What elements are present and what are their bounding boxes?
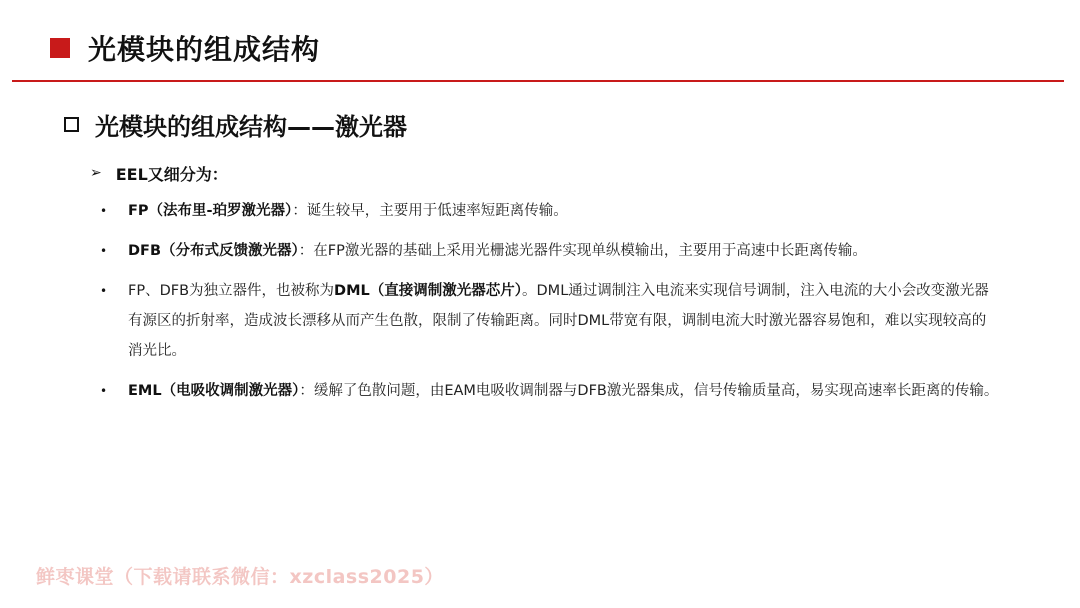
- section-heading: [64, 104, 407, 144]
- list-item: [100, 196, 1000, 226]
- sub-heading: [90, 160, 228, 186]
- bullet-prefix: FP、DFB为独立器件，也被称为: [128, 283, 335, 299]
- bullet-term: EML（电吸收调制激光器）: [128, 383, 300, 399]
- section-heading-text: 光模块的组成结构——激光器: [95, 112, 407, 141]
- bullet-text: [128, 276, 1000, 366]
- bullet-term: DML（直接调制激光器芯片）: [334, 283, 523, 299]
- page-title-bar: [50, 26, 320, 70]
- page-title: 光模块的组成结构: [88, 33, 321, 66]
- bullet-text: [128, 236, 1000, 266]
- sub-heading-text: EEL又细分为：: [115, 164, 228, 184]
- bullet-text: [128, 196, 1000, 226]
- bullet-dot-icon: •: [100, 384, 108, 398]
- bullet-dot-icon: •: [100, 244, 108, 258]
- arrow-right-icon: ➢: [90, 165, 102, 181]
- list-item: [100, 236, 1000, 266]
- filled-square-icon: [50, 38, 70, 58]
- bullet-description: 。DML通过调制注入电流来实现信号调制，注入电流的大小会改变激光器有源区的折射率，造成波长漂移从而产生色散，限制了传输距离。同时DML带宽有限，调制电流大时激光器容易饱和，难以实现较高的消光比。: [128, 283, 989, 359]
- bullet-dot-icon: •: [100, 204, 108, 218]
- bullet-list: [100, 196, 1000, 416]
- bullet-description: ：诞生较早，主要用于低速率短距离传输。: [292, 203, 568, 219]
- watermark-text: 鲜枣课堂（下载请联系微信：xzclass2025）: [36, 566, 444, 588]
- bullet-text: [128, 376, 1000, 406]
- hollow-square-icon: [64, 117, 79, 132]
- list-item: [100, 376, 1000, 406]
- bullet-description: ：在FP激光器的基础上采用光栅滤光器件实现单纵模输出，主要用于高速中长距离传输。: [298, 243, 867, 259]
- title-divider: [12, 80, 1064, 82]
- list-item: [100, 276, 1000, 366]
- bullet-term: DFB（分布式反馈激光器）: [128, 243, 299, 259]
- bullet-dot-icon: •: [100, 284, 108, 298]
- bullet-description: ：缓解了色散问题，由EAM电吸收调制器与DFB激光器集成，信号传输质量高，易实现高速率长距离的传输。: [299, 383, 999, 399]
- bullet-term: FP（法布里-珀罗激光器）: [128, 203, 293, 219]
